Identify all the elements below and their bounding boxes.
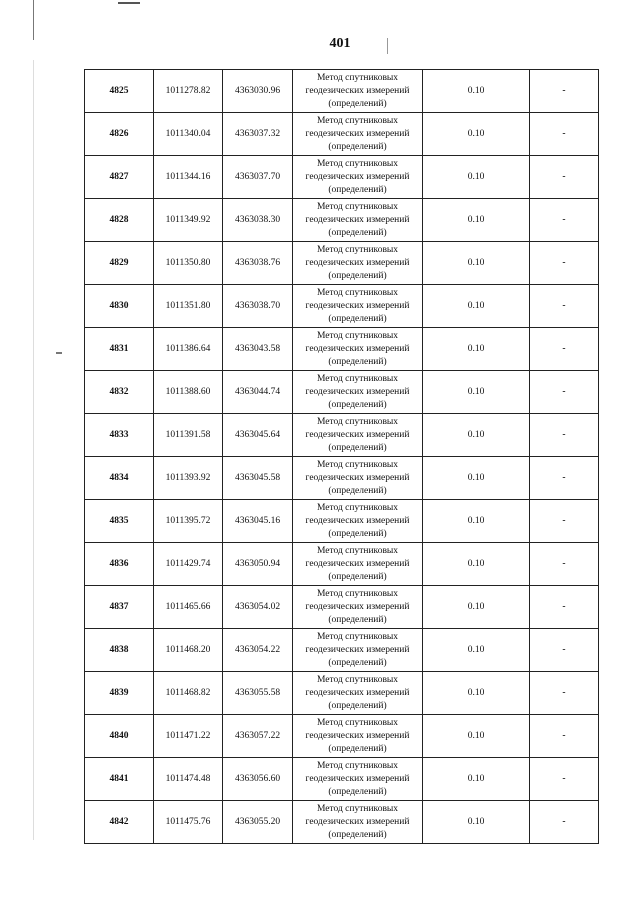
- y-coordinate-cell: 4363044.74: [223, 371, 293, 414]
- x-coordinate-cell: 1011475.76: [154, 801, 223, 844]
- method-line: (определений): [328, 442, 387, 453]
- method-line: геодезических измерений: [305, 816, 410, 827]
- method-line: геодезических измерений: [305, 85, 410, 96]
- method-cell: [293, 242, 423, 285]
- note-cell: -: [530, 543, 599, 586]
- table-row: [85, 801, 599, 844]
- y-coordinate-cell: 4363038.76: [223, 242, 293, 285]
- method-cell: [293, 629, 423, 672]
- y-coordinate-cell: 4363056.60: [223, 758, 293, 801]
- method-line: Метод спутниковых: [316, 330, 399, 341]
- table-row: [85, 70, 599, 113]
- point-id-cell: 4837: [85, 586, 154, 629]
- x-coordinate-cell: 1011340.04: [154, 113, 223, 156]
- table-row: [85, 199, 599, 242]
- method-line: Метод спутниковых: [316, 760, 399, 771]
- note-cell: -: [530, 758, 599, 801]
- note-cell: -: [530, 629, 599, 672]
- accuracy-cell: 0.10: [423, 672, 530, 715]
- point-id-cell: 4829: [85, 242, 154, 285]
- note-cell: -: [530, 414, 599, 457]
- point-id-cell: 4840: [85, 715, 154, 758]
- method-line: Метод спутниковых: [316, 72, 399, 83]
- method-line: Метод спутниковых: [316, 287, 399, 298]
- accuracy-cell: 0.10: [423, 457, 530, 500]
- x-coordinate-cell: 1011344.16: [154, 156, 223, 199]
- note-cell: -: [530, 500, 599, 543]
- method-line: (определений): [328, 528, 387, 539]
- point-id-cell: 4830: [85, 285, 154, 328]
- method-line: (определений): [328, 700, 387, 711]
- note-cell: -: [530, 113, 599, 156]
- method-line: Метод спутниковых: [316, 373, 399, 384]
- method-line: (определений): [328, 399, 387, 410]
- method-line: (определений): [328, 313, 387, 324]
- note-cell: -: [530, 371, 599, 414]
- method-line: геодезических измерений: [305, 128, 410, 139]
- method-cell: [293, 672, 423, 715]
- table-row: [85, 500, 599, 543]
- method-line: (определений): [328, 614, 387, 625]
- method-line: геодезических измерений: [305, 343, 410, 354]
- method-cell: [293, 586, 423, 629]
- note-cell: -: [530, 199, 599, 242]
- note-cell: -: [530, 285, 599, 328]
- method-cell: [293, 70, 423, 113]
- method-cell: [293, 801, 423, 844]
- y-coordinate-cell: 4363054.02: [223, 586, 293, 629]
- y-coordinate-cell: 4363045.58: [223, 457, 293, 500]
- method-line: (определений): [328, 743, 387, 754]
- method-line: Метод спутниковых: [316, 158, 399, 169]
- accuracy-cell: 0.10: [423, 586, 530, 629]
- table-row: [85, 156, 599, 199]
- y-coordinate-cell: 4363045.64: [223, 414, 293, 457]
- scan-mark-top-left: [118, 2, 140, 4]
- y-coordinate-cell: 4363038.70: [223, 285, 293, 328]
- note-cell: -: [530, 328, 599, 371]
- coordinates-table: [84, 69, 599, 844]
- table-row: [85, 586, 599, 629]
- method-line: (определений): [328, 141, 387, 152]
- table-row: [85, 242, 599, 285]
- method-line: геодезических измерений: [305, 386, 410, 397]
- table-row: [85, 629, 599, 672]
- method-cell: [293, 414, 423, 457]
- method-line: (определений): [328, 270, 387, 281]
- method-line: геодезических измерений: [305, 429, 410, 440]
- accuracy-cell: 0.10: [423, 629, 530, 672]
- accuracy-cell: 0.10: [423, 285, 530, 328]
- scan-mark-left-tick: [56, 352, 62, 354]
- point-id-cell: 4839: [85, 672, 154, 715]
- x-coordinate-cell: 1011391.58: [154, 414, 223, 457]
- point-id-cell: 4828: [85, 199, 154, 242]
- y-coordinate-cell: 4363037.32: [223, 113, 293, 156]
- method-cell: [293, 371, 423, 414]
- x-coordinate-cell: 1011471.22: [154, 715, 223, 758]
- note-cell: -: [530, 242, 599, 285]
- method-line: геодезических измерений: [305, 515, 410, 526]
- point-id-cell: 4825: [85, 70, 154, 113]
- x-coordinate-cell: 1011468.20: [154, 629, 223, 672]
- y-coordinate-cell: 4363045.16: [223, 500, 293, 543]
- scan-mark-top-left-vertical: [33, 0, 34, 40]
- method-line: Метод спутниковых: [316, 674, 399, 685]
- method-line: (определений): [328, 184, 387, 195]
- y-coordinate-cell: 4363030.96: [223, 70, 293, 113]
- point-id-cell: 4831: [85, 328, 154, 371]
- method-line: (определений): [328, 786, 387, 797]
- x-coordinate-cell: 1011429.74: [154, 543, 223, 586]
- x-coordinate-cell: 1011393.92: [154, 457, 223, 500]
- method-line: Метод спутниковых: [316, 244, 399, 255]
- method-line: геодезических измерений: [305, 558, 410, 569]
- method-line: геодезических измерений: [305, 730, 410, 741]
- note-cell: -: [530, 70, 599, 113]
- table-row: [85, 414, 599, 457]
- method-line: (определений): [328, 657, 387, 668]
- method-cell: [293, 457, 423, 500]
- method-cell: [293, 199, 423, 242]
- method-line: Метод спутниковых: [316, 631, 399, 642]
- method-cell: [293, 715, 423, 758]
- point-id-cell: 4841: [85, 758, 154, 801]
- x-coordinate-cell: 1011474.48: [154, 758, 223, 801]
- method-line: (определений): [328, 829, 387, 840]
- table-row: [85, 457, 599, 500]
- table-row: [85, 543, 599, 586]
- y-coordinate-cell: 4363055.58: [223, 672, 293, 715]
- method-line: (определений): [328, 98, 387, 109]
- y-coordinate-cell: 4363037.70: [223, 156, 293, 199]
- point-id-cell: 4835: [85, 500, 154, 543]
- accuracy-cell: 0.10: [423, 801, 530, 844]
- method-cell: [293, 156, 423, 199]
- accuracy-cell: 0.10: [423, 113, 530, 156]
- method-line: (определений): [328, 485, 387, 496]
- method-line: (определений): [328, 571, 387, 582]
- note-cell: -: [530, 156, 599, 199]
- method-line: геодезических измерений: [305, 601, 410, 612]
- method-cell: [293, 285, 423, 328]
- note-cell: -: [530, 801, 599, 844]
- y-coordinate-cell: 4363057.22: [223, 715, 293, 758]
- method-line: Метод спутниковых: [316, 459, 399, 470]
- method-line: геодезических измерений: [305, 214, 410, 225]
- method-line: (определений): [328, 356, 387, 367]
- method-line: Метод спутниковых: [316, 502, 399, 513]
- x-coordinate-cell: 1011351.80: [154, 285, 223, 328]
- x-coordinate-cell: 1011388.60: [154, 371, 223, 414]
- method-line: Метод спутниковых: [316, 545, 399, 556]
- x-coordinate-cell: 1011465.66: [154, 586, 223, 629]
- y-coordinate-cell: 4363043.58: [223, 328, 293, 371]
- note-cell: -: [530, 672, 599, 715]
- table-row: [85, 285, 599, 328]
- x-coordinate-cell: 1011468.82: [154, 672, 223, 715]
- accuracy-cell: 0.10: [423, 70, 530, 113]
- y-coordinate-cell: 4363055.20: [223, 801, 293, 844]
- point-id-cell: 4834: [85, 457, 154, 500]
- accuracy-cell: 0.10: [423, 328, 530, 371]
- scan-mark-left-edge: [33, 60, 34, 840]
- method-line: Метод спутниковых: [316, 717, 399, 728]
- point-id-cell: 4838: [85, 629, 154, 672]
- y-coordinate-cell: 4363050.94: [223, 543, 293, 586]
- accuracy-cell: 0.10: [423, 414, 530, 457]
- point-id-cell: 4832: [85, 371, 154, 414]
- table-row: [85, 113, 599, 156]
- method-line: Метод спутниковых: [316, 201, 399, 212]
- accuracy-cell: 0.10: [423, 500, 530, 543]
- x-coordinate-cell: 1011395.72: [154, 500, 223, 543]
- x-coordinate-cell: 1011350.80: [154, 242, 223, 285]
- method-line: геодезических измерений: [305, 300, 410, 311]
- method-line: геодезических измерений: [305, 644, 410, 655]
- method-line: (определений): [328, 227, 387, 238]
- accuracy-cell: 0.10: [423, 715, 530, 758]
- point-id-cell: 4827: [85, 156, 154, 199]
- accuracy-cell: 0.10: [423, 156, 530, 199]
- method-line: Метод спутниковых: [316, 115, 399, 126]
- table-row: [85, 371, 599, 414]
- method-line: геодезических измерений: [305, 773, 410, 784]
- x-coordinate-cell: 1011278.82: [154, 70, 223, 113]
- page-number: 401: [329, 36, 351, 51]
- method-cell: [293, 328, 423, 371]
- y-coordinate-cell: 4363038.30: [223, 199, 293, 242]
- method-line: геодезических измерений: [305, 472, 410, 483]
- accuracy-cell: 0.10: [423, 543, 530, 586]
- method-line: геодезических измерений: [305, 257, 410, 268]
- y-coordinate-cell: 4363054.22: [223, 629, 293, 672]
- x-coordinate-cell: 1011386.64: [154, 328, 223, 371]
- method-line: Метод спутниковых: [316, 803, 399, 814]
- method-line: геодезических измерений: [305, 171, 410, 182]
- accuracy-cell: 0.10: [423, 371, 530, 414]
- point-id-cell: 4833: [85, 414, 154, 457]
- note-cell: -: [530, 457, 599, 500]
- accuracy-cell: 0.10: [423, 758, 530, 801]
- method-line: Метод спутниковых: [316, 588, 399, 599]
- point-id-cell: 4826: [85, 113, 154, 156]
- accuracy-cell: 0.10: [423, 199, 530, 242]
- note-cell: -: [530, 715, 599, 758]
- x-coordinate-cell: 1011349.92: [154, 199, 223, 242]
- point-id-cell: 4842: [85, 801, 154, 844]
- accuracy-cell: 0.10: [423, 242, 530, 285]
- method-cell: [293, 500, 423, 543]
- table-row: [85, 672, 599, 715]
- note-cell: -: [530, 586, 599, 629]
- method-cell: [293, 113, 423, 156]
- method-cell: [293, 758, 423, 801]
- method-cell: [293, 543, 423, 586]
- point-id-cell: 4836: [85, 543, 154, 586]
- table-row: [85, 715, 599, 758]
- method-line: Метод спутниковых: [316, 416, 399, 427]
- method-line: геодезических измерений: [305, 687, 410, 698]
- table-row: [85, 328, 599, 371]
- table-row: [85, 758, 599, 801]
